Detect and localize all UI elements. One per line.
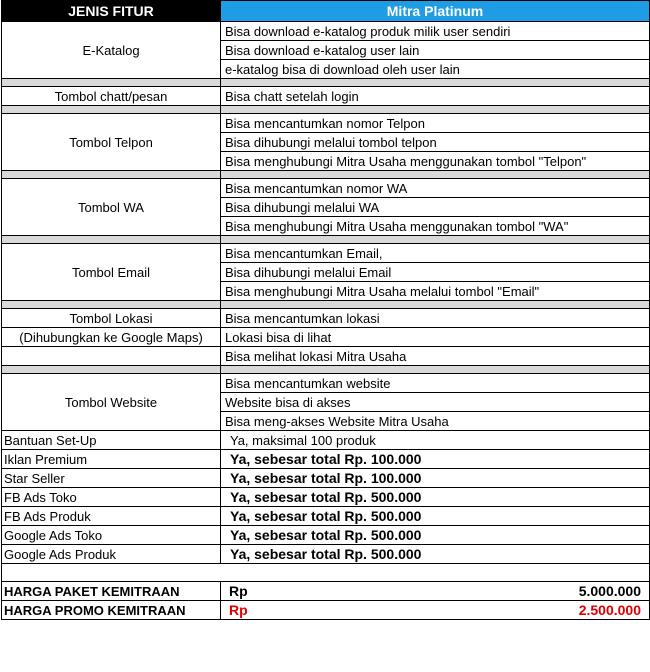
table-row [2,450,650,469]
feature-name-tombol-wa: Tombol WA [2,179,221,236]
separator-row [2,79,650,87]
extra-name-bantuan-setup: Bantuan Set-Up [2,431,221,450]
extra-value: Ya, sebesar total Rp. 500.000 [221,507,650,526]
separator-row [2,301,650,309]
feature-name-tombol-website: Tombol Website [2,374,221,431]
feature-name-tombol-telpon: Tombol Telpon [2,114,221,171]
paket-price [221,582,650,601]
feature-item: Bisa mencantumkan lokasi [221,309,650,328]
table-row [2,507,650,526]
feature-item: Bisa download e-katalog user lain [221,41,650,60]
extra-value: Ya, sebesar total Rp. 100.000 [221,450,650,469]
blank-row [2,564,650,582]
feature-item: Bisa dihubungi melalui WA [221,198,650,217]
extra-name-fb-ads-produk: FB Ads Produk [2,507,221,526]
feature-item: Bisa menghubungi Mitra Usaha menggunakan tombol "Telpon" [221,152,650,171]
table-row [2,244,650,263]
feature-item: Bisa mencantumkan website [221,374,650,393]
feature-item: Bisa menghubungi Mitra Usaha menggunakan tombol "WA" [221,217,650,236]
table-row [2,22,650,41]
feature-item: Bisa melihat lokasi Mitra Usaha [221,347,650,366]
table-row [2,545,650,564]
table-row [2,179,650,198]
table-row [2,526,650,545]
price-row-promo [2,601,650,620]
header-row [2,1,650,22]
feature-item: Bisa menghubungi Mitra Usaha melalui tombol "Email" [221,282,650,301]
feature-item: Bisa mencantumkan Email, [221,244,650,263]
feature-table [1,0,650,620]
feature-item: Website bisa di akses [221,393,650,412]
paket-currency: Rp [229,583,248,599]
extra-name-google-ads-toko: Google Ads Toko [2,526,221,545]
header-mitra-platinum: Mitra Platinum [221,1,650,22]
table-row [2,87,650,106]
extra-value: Ya, sebesar total Rp. 100.000 [221,469,650,488]
separator-row [2,366,650,374]
separator-row [2,171,650,179]
promo-label: HARGA PROMO KEMITRAAN [2,601,221,620]
feature-name-lokasi-subtitle: (Dihubungkan ke Google Maps) [2,328,221,347]
feature-item: Bisa dihubungi melalui tombol telpon [221,133,650,152]
paket-label: HARGA PAKET KEMITRAAN [2,582,221,601]
feature-item: Bisa dihubungi melalui Email [221,263,650,282]
feature-name-tombol-lokasi: Tombol Lokasi [2,309,221,328]
table-row [2,431,650,450]
promo-amount: 2.500.000 [578,602,641,618]
feature-item: e-katalog bisa di download oleh user lain [221,60,650,79]
table-row [2,114,650,133]
table-row [2,328,650,347]
price-row-paket [2,582,650,601]
extra-name-google-ads-produk: Google Ads Produk [2,545,221,564]
table-row [2,488,650,507]
feature-name-e-katalog: E-Katalog [2,22,221,79]
feature-item: Bisa mencantumkan nomor WA [221,179,650,198]
extra-value: Ya, maksimal 100 produk [221,431,650,450]
separator-row [2,106,650,114]
extra-value: Ya, sebesar total Rp. 500.000 [221,488,650,507]
feature-item: Bisa mencantumkan nomor Telpon [221,114,650,133]
paket-amount: 5.000.000 [578,583,641,599]
table-row [2,374,650,393]
feature-name-tombol-email: Tombol Email [2,244,221,301]
extra-name-star-seller: Star Seller [2,469,221,488]
promo-price [221,601,650,620]
extra-value: Ya, sebesar total Rp. 500.000 [221,526,650,545]
promo-currency: Rp [229,602,248,618]
extra-name-fb-ads-toko: FB Ads Toko [2,488,221,507]
table-row [2,469,650,488]
feature-item: Bisa download e-katalog produk milik user sendiri [221,22,650,41]
table-row [2,347,650,366]
feature-name-tombol-chatt: Tombol chatt/pesan [2,87,221,106]
header-jenis-fitur: JENIS FITUR [2,1,221,22]
table-row [2,309,650,328]
feature-item: Bisa meng-akses Website Mitra Usaha [221,412,650,431]
separator-row [2,236,650,244]
extra-name-iklan-premium: Iklan Premium [2,450,221,469]
extra-value: Ya, sebesar total Rp. 500.000 [221,545,650,564]
feature-item: Bisa chatt setelah login [221,87,650,106]
feature-item: Lokasi bisa di lihat [221,328,650,347]
